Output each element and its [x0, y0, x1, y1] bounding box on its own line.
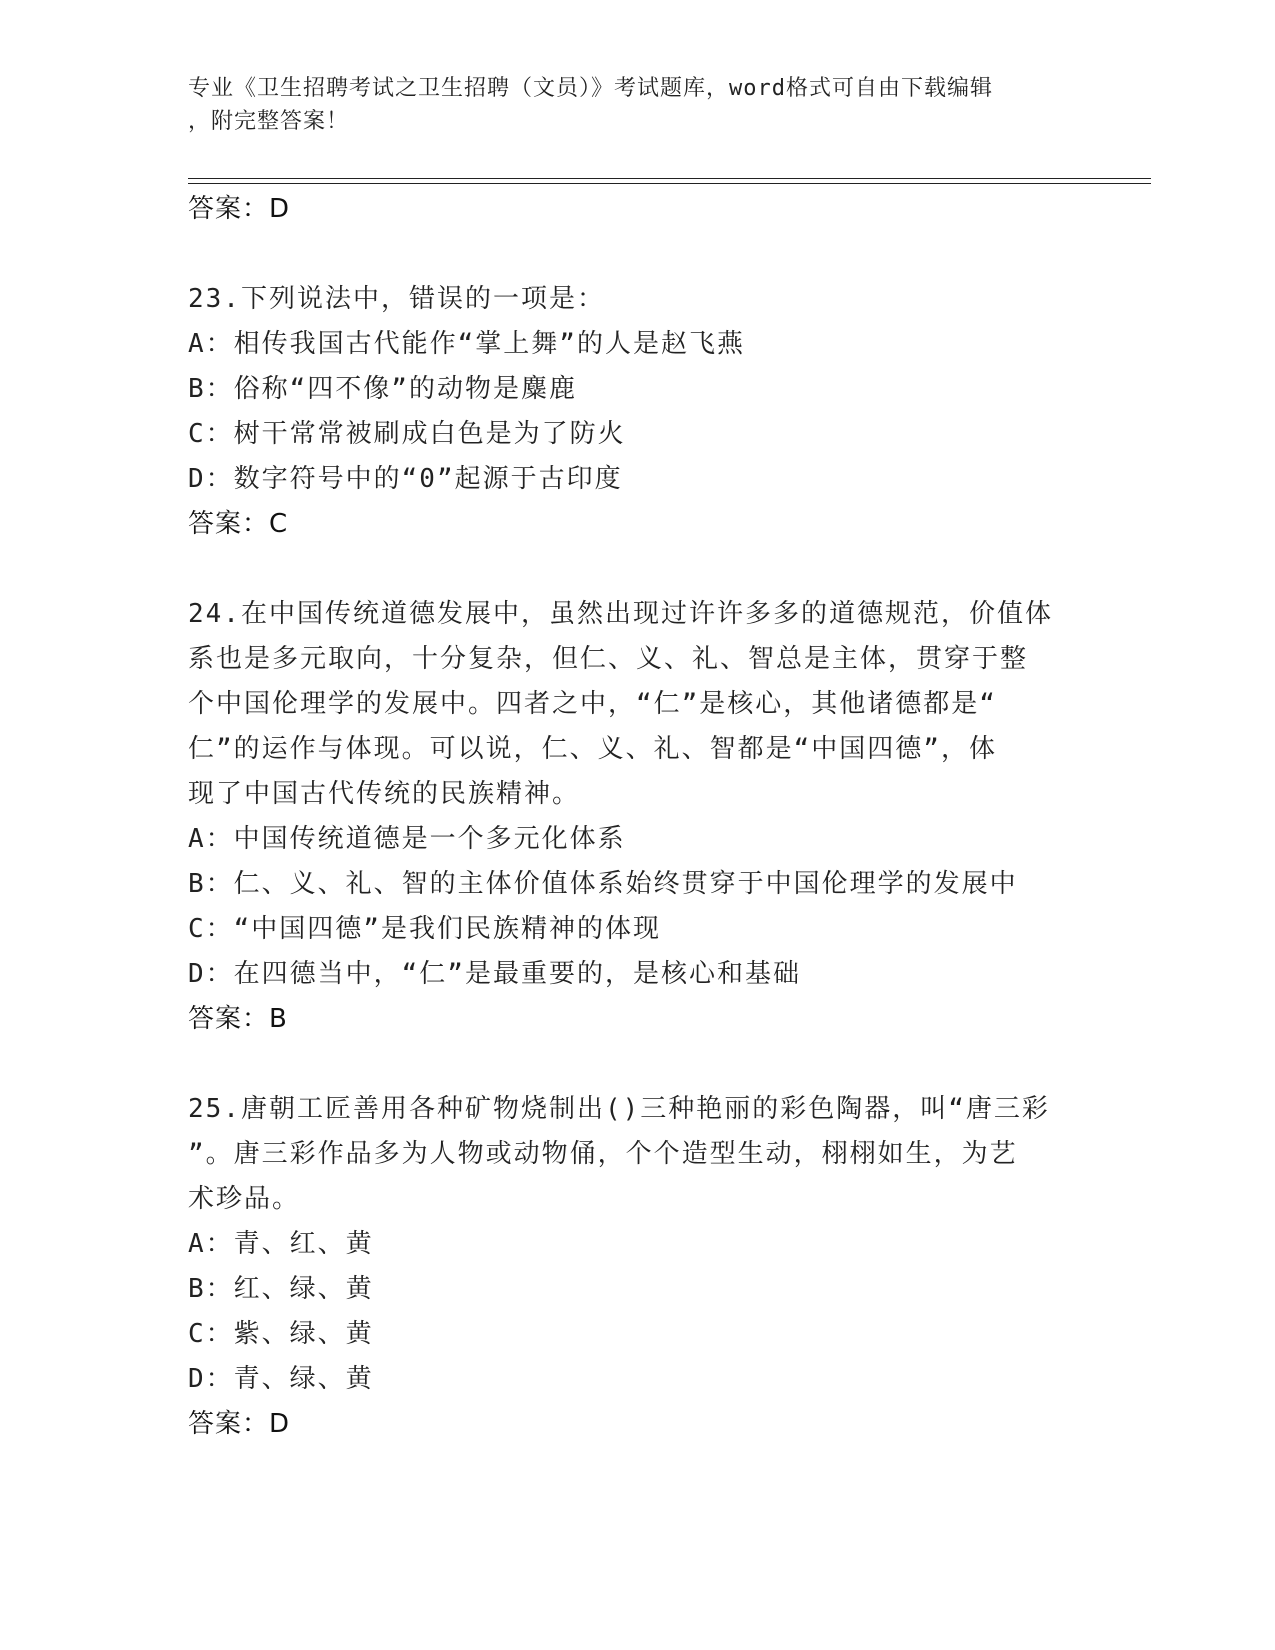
option-d: D：青、绿、黄 [188, 1364, 374, 1394]
option-b: B：俗称“四不像”的动物是麋鹿 [188, 374, 577, 404]
question-stem-line: 系也是多元取向，十分复杂，但仁、义、礼、智总是主体，贯穿于整 [188, 644, 1029, 674]
header-line-1: 专业《卫生招聘考试之卫生招聘（文员）》考试题库，word格式可自由下载编辑 [188, 76, 993, 101]
question-25 [188, 1087, 1088, 1447]
option-a: A：相传我国古代能作“掌上舞”的人是赵飞燕 [188, 329, 745, 359]
answer: 答案：D [188, 1409, 291, 1439]
question-stem-line: 23.下列说法中，错误的一项是： [188, 284, 605, 314]
question-stem-line: 现了中国古代传统的民族精神。 [188, 779, 581, 809]
header-rule-bottom [188, 183, 1151, 184]
option-c: C：紫、绿、黄 [188, 1319, 374, 1349]
document-body [188, 187, 1088, 1447]
question-stem-line: 25.唐朝工匠善用各种矿物烧制出()三种艳丽的彩色陶器，叫“唐三彩 [188, 1094, 1050, 1124]
header-line-2: ，附完整答案！ [188, 109, 350, 134]
answer: 答案：C [188, 509, 289, 539]
option-a: A：青、红、黄 [188, 1229, 374, 1259]
answer: 答案：B [188, 1004, 288, 1034]
option-b: B：红、绿、黄 [188, 1274, 374, 1304]
question-stem-line: 仁”的运作与体现。可以说，仁、义、礼、智都是“中国四德”，体 [188, 734, 997, 764]
question-stem-line: 术珍品。 [188, 1184, 301, 1214]
option-c: C：“中国四德”是我们民族精神的体现 [188, 914, 661, 944]
question-24 [188, 592, 1088, 1042]
option-a: A：中国传统道德是一个多元化体系 [188, 824, 626, 854]
option-d: D：在四德当中，“仁”是最重要的，是核心和基础 [188, 959, 801, 989]
option-d: D：数字符号中的“0”起源于古印度 [188, 464, 623, 494]
question-stem-line: 个中国伦理学的发展中。四者之中，“仁”是核心，其他诸德都是“ [188, 689, 997, 719]
question-23 [188, 277, 1088, 547]
header-rule-top [188, 178, 1151, 179]
option-c: C：树干常常被刷成白色是为了防火 [188, 419, 626, 449]
previous-answer: 答案：D [188, 194, 291, 224]
option-b: B：仁、义、礼、智的主体价值体系始终贯穿于中国伦理学的发展中 [188, 869, 1018, 899]
document-header [188, 72, 1068, 138]
question-stem-line: ”。唐三彩作品多为人物或动物俑，个个造型生动，栩栩如生，为艺 [188, 1139, 1018, 1169]
question-stem-line: 24.在中国传统道德发展中，虽然出现过许许多多的道德规范，价值体 [188, 599, 1053, 629]
